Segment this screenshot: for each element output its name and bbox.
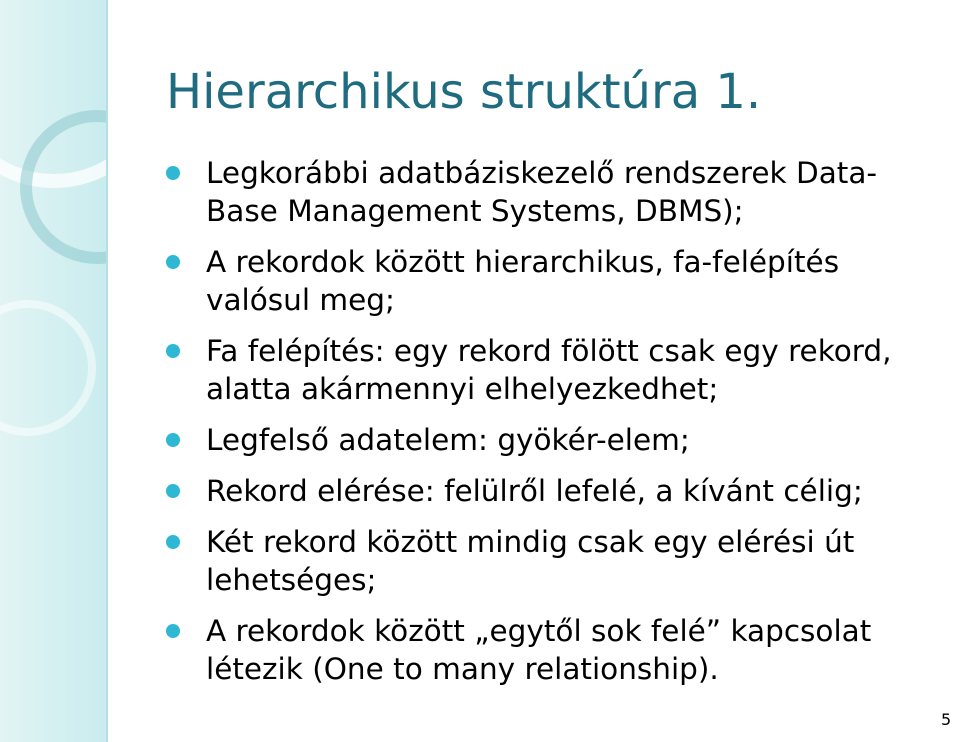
bullet-text-line: alatta akármennyi elhelyezkedhet; <box>206 372 719 406</box>
slide-title: Hierarchikus struktúra 1. <box>166 64 762 120</box>
bullet-text-line: lehetséges; <box>206 563 377 597</box>
bullet-text-line: Két rekord között mindig csak egy elérési út <box>206 525 855 559</box>
bullet-item <box>166 154 951 230</box>
band-edge <box>106 0 108 742</box>
bullet-item <box>166 523 951 599</box>
bullet-dot-icon <box>166 255 180 269</box>
bullet-dot-icon <box>166 535 180 549</box>
bullet-item <box>166 612 951 688</box>
bullet-item <box>166 243 951 319</box>
bullet-dot-icon <box>166 344 180 358</box>
bullet-text-line: Fa felépítés: egy rekord fölött csak egy rekord, <box>206 334 892 368</box>
bullet-text-line: Legkorábbi adatbáziskezelő rendszerek Data- <box>206 156 878 190</box>
bullet-dot-icon <box>166 166 180 180</box>
bullet-text-line: A rekordok között hierarchikus, fa-felépítés <box>206 245 840 279</box>
bullet-dot-icon <box>166 624 180 638</box>
bullet-text-line: létezik (One to many relationship). <box>206 652 719 686</box>
decorative-ring <box>0 300 96 436</box>
bullet-text-line: valósul meg; <box>206 283 395 317</box>
bullet-item <box>166 421 951 459</box>
bullet-dot-icon <box>166 484 180 498</box>
bullet-text-line: Rekord elérése: felülről lefelé, a kívánt célig; <box>206 474 863 508</box>
decorative-side-band <box>0 0 108 742</box>
bullet-dot-icon <box>166 433 180 447</box>
bullet-text-line: A rekordok között „egytől sok felé” kapcsolat <box>206 614 872 648</box>
bullet-item <box>166 472 951 510</box>
bullet-text-line: Legfelső adatelem: gyökér-elem; <box>206 423 690 457</box>
bullet-list <box>166 154 951 688</box>
bullet-text-line: Base Management Systems, DBMS); <box>206 194 744 228</box>
bullet-item <box>166 332 951 408</box>
page-number: 5 <box>941 710 952 729</box>
